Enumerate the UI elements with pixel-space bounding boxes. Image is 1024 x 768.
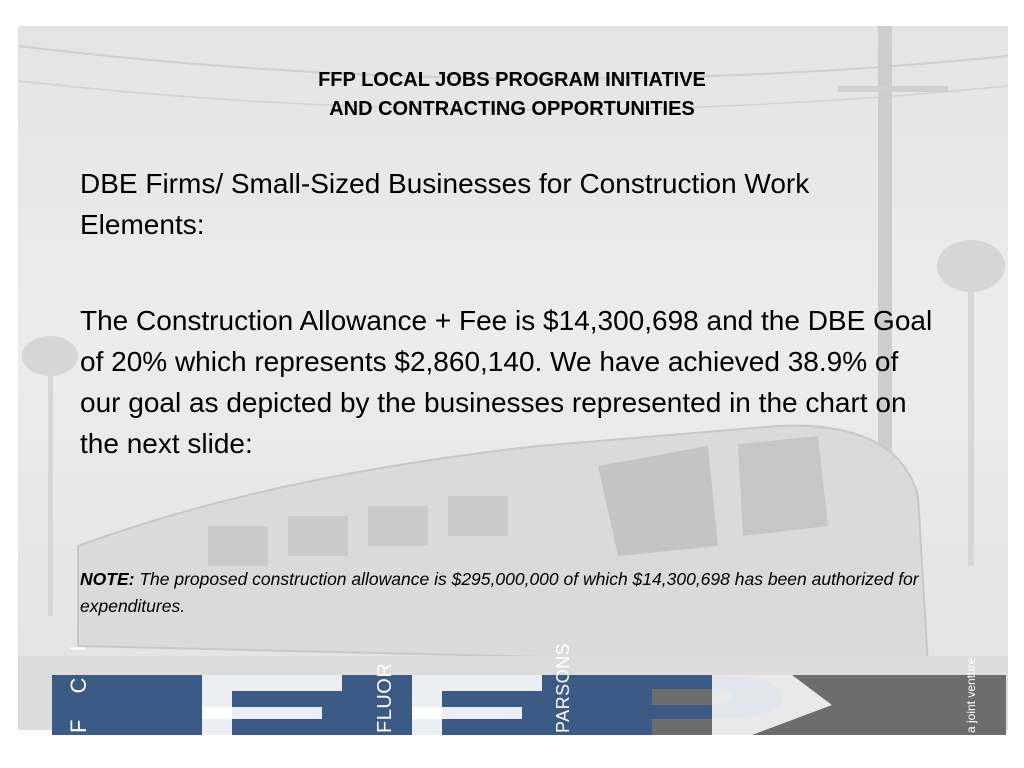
fci-logo-text: F C I <box>66 635 91 733</box>
slide-title <box>0 66 1024 124</box>
note-text: The proposed construction allowance is $295,000,000 of which $14,300,698 has been authorized for expenditures. <box>80 569 919 616</box>
title-line-2: AND CONTRACTING OPPORTUNITIES <box>329 98 695 120</box>
dbe-heading-paragraph: DBE Firms/ Small-Sized Businesses for Construction Work Elements: <box>80 168 810 240</box>
ffp-logo-band <box>52 635 1006 735</box>
construction-allowance-paragraph: The Construction Allowance + Fee is $14,300,698 and the DBE Goal of 20% which represents $2,860,140. We have achieved 38.9% of our goal as depicted by the businesses represented in the chart on the next slide: <box>80 305 933 459</box>
parsons-logo-text: PARSONS <box>553 642 573 733</box>
title-line-1: FFP LOCAL JOBS PROGRAM INITIATIVE <box>318 69 706 91</box>
joint-venture-text: a joint venture <box>964 657 978 733</box>
ffp-logo-graphic <box>52 675 1006 735</box>
note-paragraph <box>80 566 950 620</box>
fluor-logo-text: FLUOR <box>374 662 396 733</box>
note-label: NOTE: <box>80 569 135 589</box>
